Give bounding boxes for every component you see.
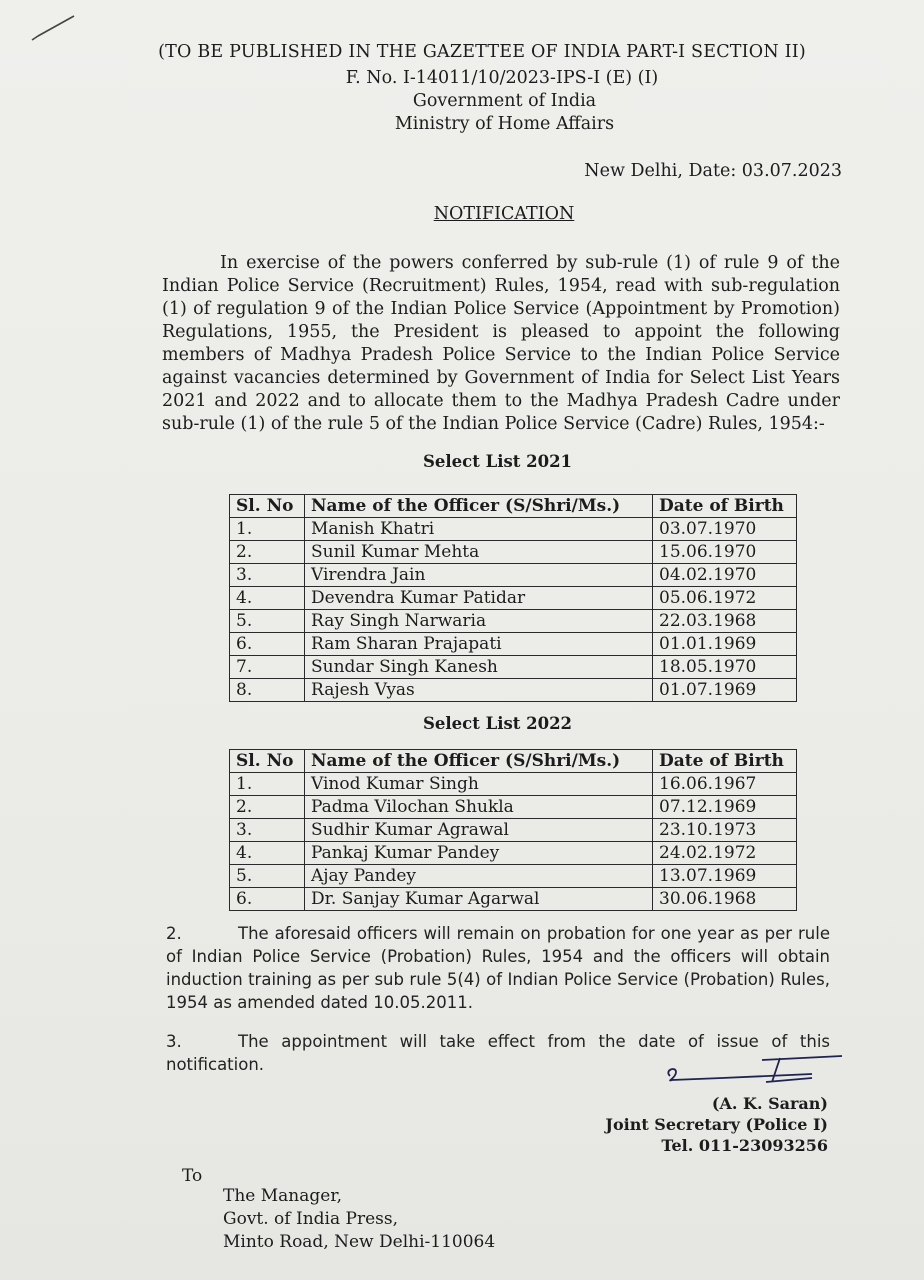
table-row (230, 796, 797, 819)
dob-cell: 04.02.1970 (653, 564, 797, 587)
officer-name-cell: Padma Vilochan Shukla (305, 796, 653, 819)
select-list-2021-table (229, 494, 797, 702)
select-list-2022-table (229, 749, 797, 911)
signatory-telephone: Tel. 011-23093256 (661, 1136, 828, 1155)
gazette-header: (TO BE PUBLISHED IN THE GAZETTEE OF INDIA PART-I SECTION II) (158, 42, 806, 62)
notification-title: NOTIFICATION (433, 204, 575, 224)
table-row (230, 679, 797, 702)
sl-no-cell: 1. (230, 518, 305, 541)
dob-cell: 01.01.1969 (653, 633, 797, 656)
select-list-2022-heading: Select List 2022 (423, 714, 573, 733)
table-row (230, 564, 797, 587)
column-header-sl-no: Sl. No (230, 495, 305, 518)
dob-cell: 22.03.1968 (653, 610, 797, 633)
officer-name-cell: Virendra Jain (305, 564, 653, 587)
sl-no-cell: 2. (230, 541, 305, 564)
column-header-name: Name of the Officer (S/Shri/Ms.) (305, 750, 653, 773)
dob-cell: 30.06.1968 (653, 888, 797, 911)
addressee-to: To (182, 1166, 203, 1186)
officer-name-cell: Rajesh Vyas (305, 679, 653, 702)
select-list-2021-heading: Select List 2021 (423, 452, 573, 471)
dob-cell: 03.07.1970 (653, 518, 797, 541)
ministry-line: Ministry of Home Affairs (394, 114, 615, 134)
sl-no-cell: 3. (230, 564, 305, 587)
officer-name-cell: Ajay Pandey (305, 865, 653, 888)
signature-icon (662, 1048, 852, 1090)
table-row (230, 541, 797, 564)
tick-mark-icon (30, 14, 78, 44)
table-row (230, 865, 797, 888)
officer-name-cell: Sudhir Kumar Agrawal (305, 819, 653, 842)
officer-name-cell: Pankaj Kumar Pandey (305, 842, 653, 865)
sl-no-cell: 4. (230, 587, 305, 610)
dob-cell: 05.06.1972 (653, 587, 797, 610)
dob-cell: 01.07.1969 (653, 679, 797, 702)
sl-no-cell: 4. (230, 842, 305, 865)
paragraph-1: In exercise of the powers conferred by sub-rule (1) of rule 9 of the Indian Police Service (Recruitment) Rules, 1954, read with sub-regulation (1) of regulation 9 of the Indian Police Service (Appointment by Promotion) Regulations, 1955, the President is pleased to appoint the following members of Madhya Pradesh Police Service to the Indian Police Service against vacancies determined by Government of India for Select List Years 2021 and 2022 and to allocate them to the Madhya Pradesh Cadre under sub-rule (1) of the rule 5 of the Indian Police Service (Cadre) Rules, 1954:- (162, 253, 840, 434)
officer-name-cell: Sunil Kumar Mehta (305, 541, 653, 564)
sl-no-cell: 1. (230, 773, 305, 796)
paragraph-2-number: 2. (166, 924, 182, 943)
sl-no-cell: 7. (230, 656, 305, 679)
addressee-line-2: Govt. of India Press, (223, 1209, 398, 1229)
dob-cell: 16.06.1967 (653, 773, 797, 796)
sl-no-cell: 3. (230, 819, 305, 842)
officer-name-cell: Dr. Sanjay Kumar Agarwal (305, 888, 653, 911)
dob-cell: 07.12.1969 (653, 796, 797, 819)
table-row (230, 842, 797, 865)
sl-no-cell: 6. (230, 888, 305, 911)
dob-cell: 18.05.1970 (653, 656, 797, 679)
addressee-line-1: The Manager, (223, 1186, 342, 1206)
signatory-designation: Joint Secretary (Police I) (605, 1115, 828, 1134)
sl-no-cell: 5. (230, 610, 305, 633)
sl-no-cell: 5. (230, 865, 305, 888)
dob-cell: 24.02.1972 (653, 842, 797, 865)
paragraph-2 (166, 922, 830, 1014)
officer-name-cell: Ram Sharan Prajapati (305, 633, 653, 656)
dob-cell: 23.10.1973 (653, 819, 797, 842)
sl-no-cell: 8. (230, 679, 305, 702)
date-line: New Delhi, Date: 03.07.2023 (584, 161, 842, 181)
column-header-dob: Date of Birth (653, 495, 797, 518)
officer-name-cell: Manish Khatri (305, 518, 653, 541)
table-row (230, 518, 797, 541)
paragraph-3-number: 3. (166, 1032, 182, 1051)
officer-name-cell: Devendra Kumar Patidar (305, 587, 653, 610)
table-row (230, 656, 797, 679)
column-header-sl-no: Sl. No (230, 750, 305, 773)
table-row (230, 888, 797, 911)
column-header-dob: Date of Birth (653, 750, 797, 773)
sl-no-cell: 6. (230, 633, 305, 656)
paragraph-3-text: The appointment will take effect from the date of issue of this notification. (166, 1032, 830, 1074)
officer-name-cell: Sundar Singh Kanesh (305, 656, 653, 679)
table-row (230, 587, 797, 610)
paragraph-2-text: The aforesaid officers will remain on probation for one year as per rule of Indian Police Service (Probation) Rules, 1954 and the officers will obtain induction training as per sub rule 5(4) of Indian Police Service (Probation) Rules, 1954 as amended dated 10.05.2011. (166, 924, 830, 1012)
officer-name-cell: Ray Singh Narwaria (305, 610, 653, 633)
government-line: Government of India (412, 91, 597, 111)
table-row (230, 773, 797, 796)
dob-cell: 15.06.1970 (653, 541, 797, 564)
table-header-row (230, 750, 797, 773)
table-row (230, 610, 797, 633)
table-row (230, 819, 797, 842)
file-number: F. No. I-14011/10/2023-IPS-I (E) (I) (345, 68, 659, 88)
dob-cell: 13.07.1969 (653, 865, 797, 888)
signatory-name: (A. K. Saran) (711, 1094, 828, 1113)
table-header-row (230, 495, 797, 518)
addressee-line-3: Minto Road, New Delhi-110064 (223, 1232, 496, 1252)
table-row (230, 633, 797, 656)
officer-name-cell: Vinod Kumar Singh (305, 773, 653, 796)
sl-no-cell: 2. (230, 796, 305, 819)
column-header-name: Name of the Officer (S/Shri/Ms.) (305, 495, 653, 518)
